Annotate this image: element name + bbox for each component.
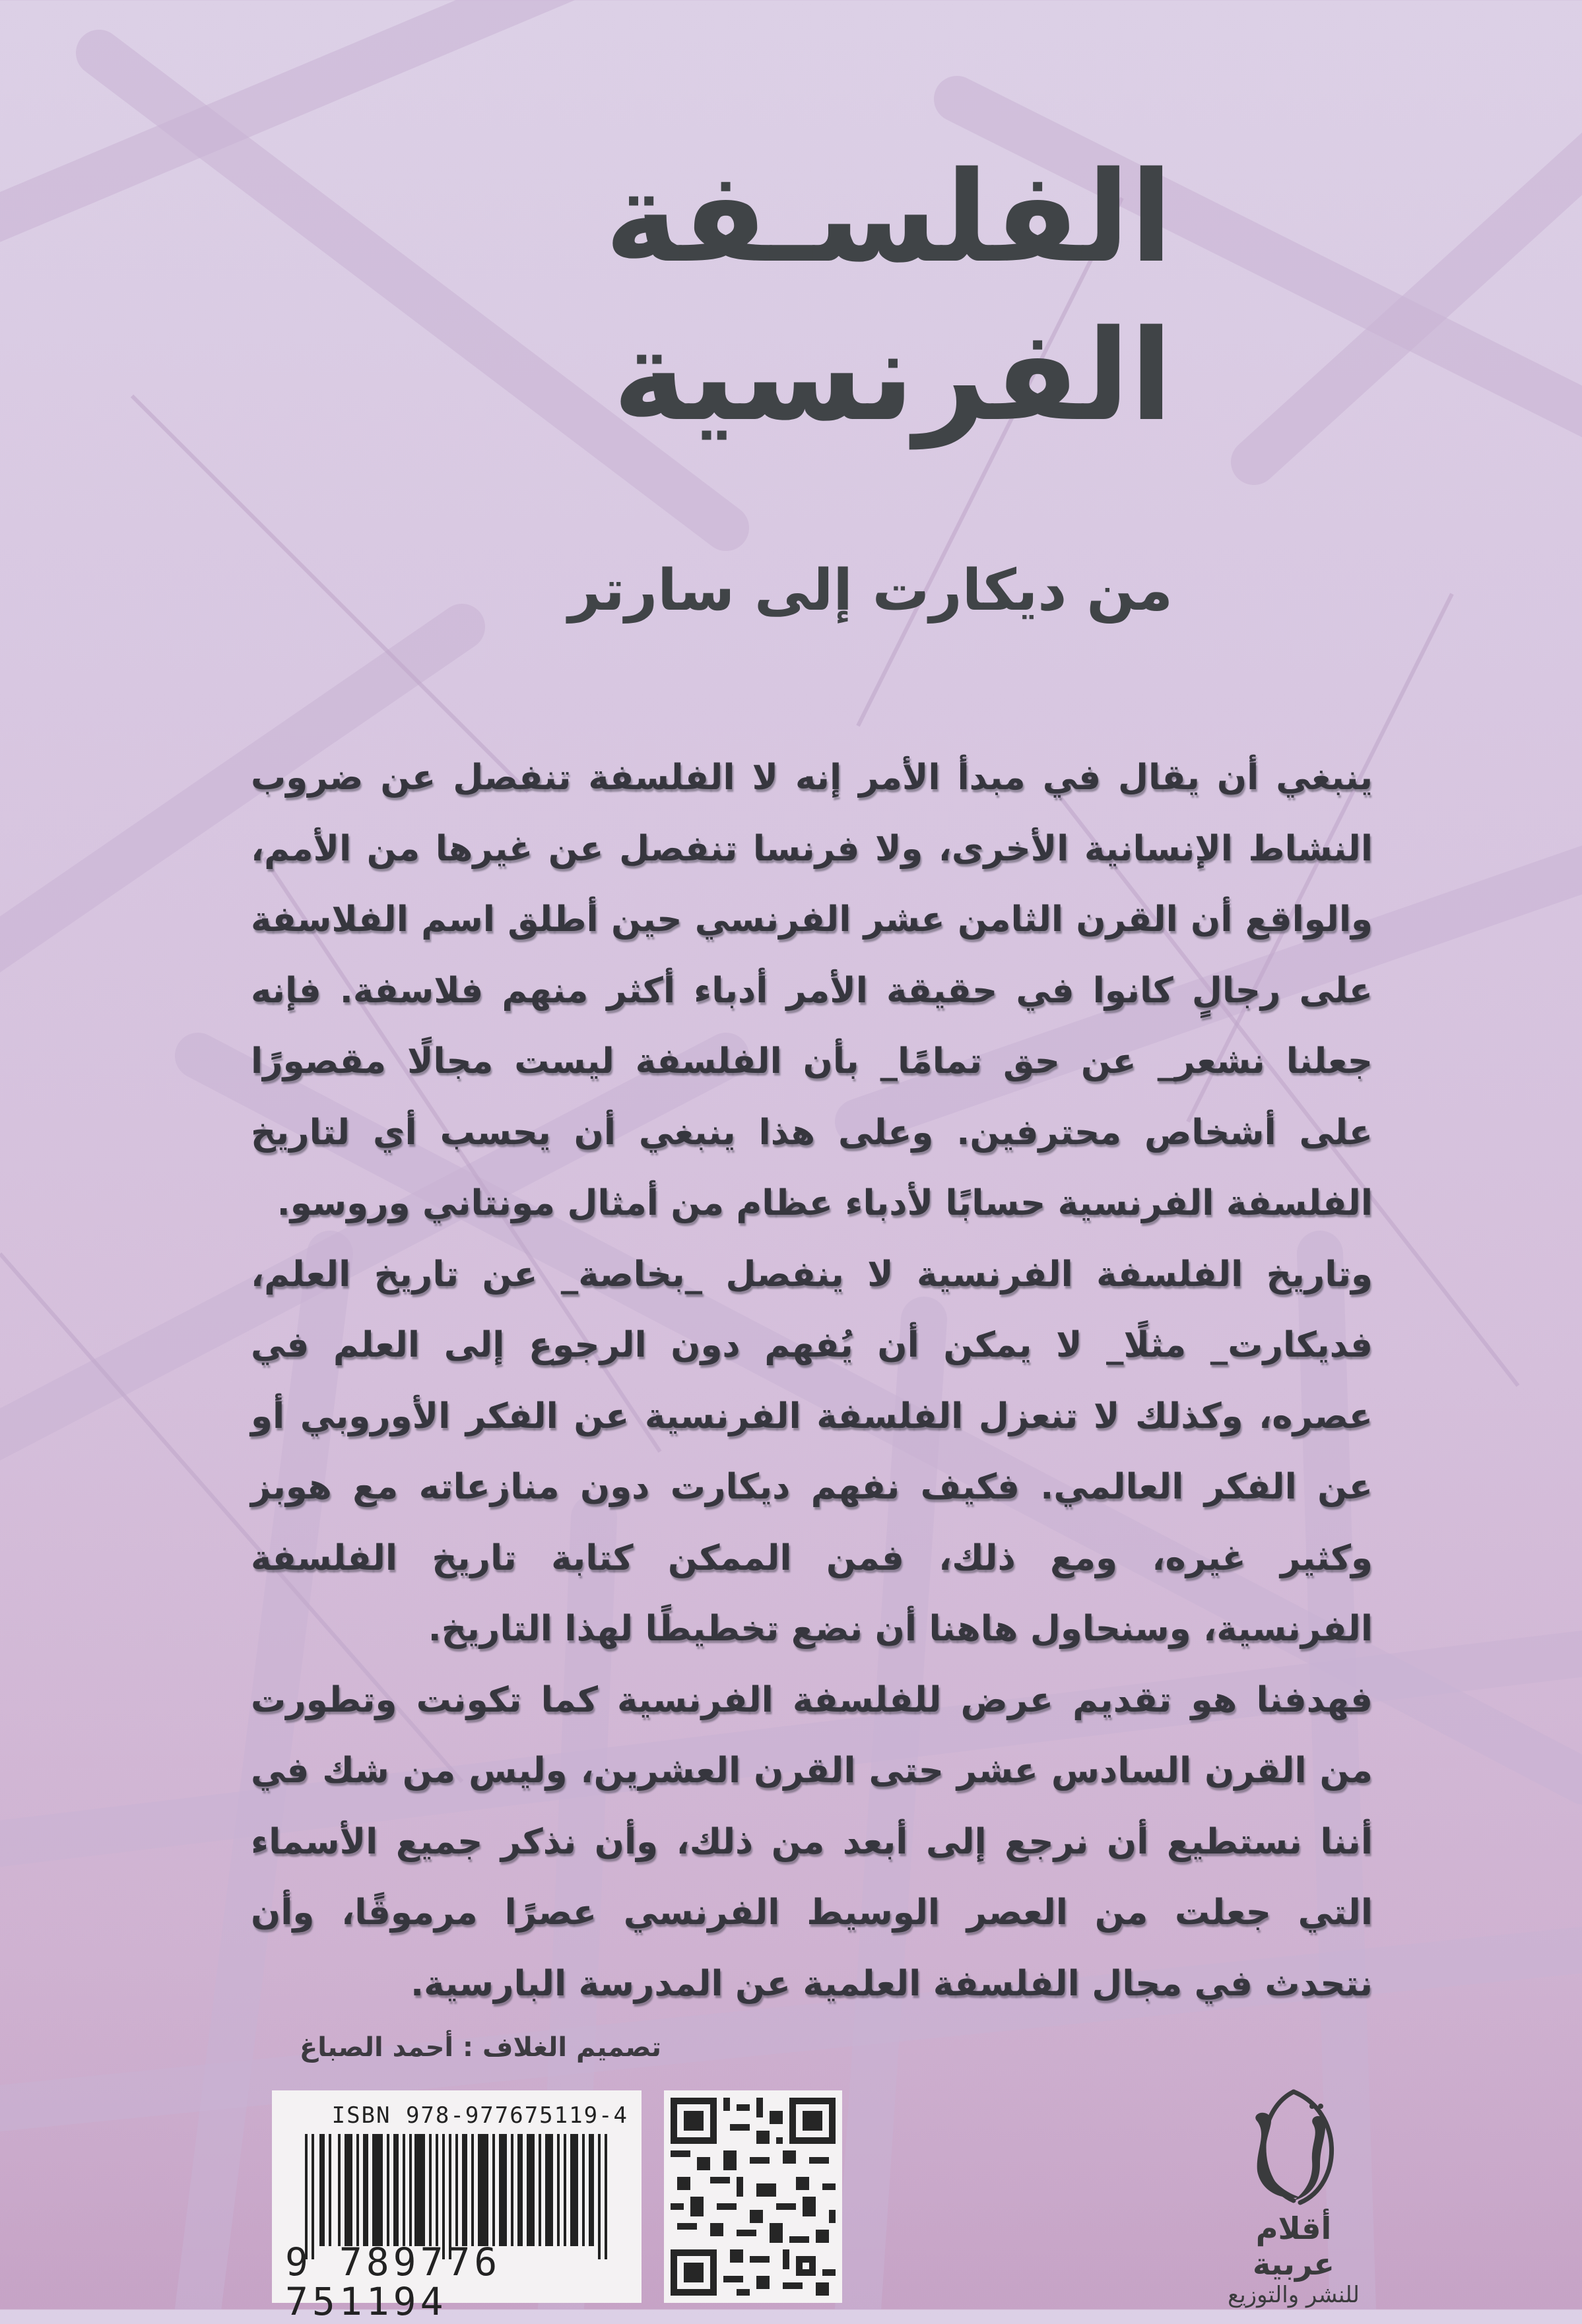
qr-code[interactable] xyxy=(664,2090,842,2303)
publisher-logo xyxy=(1214,2085,1373,2308)
ean-digits: 9 789776 751194 xyxy=(285,2240,502,2324)
cover-design-credit: تصميم الغلاف : أحمد الصباغ xyxy=(299,2032,661,2063)
publisher-tagline: للنشر والتوزيع xyxy=(1228,2282,1360,2308)
book-title-line-1: الفلسـفة xyxy=(604,145,1173,290)
blurb-paragraph: وتاريخ الفلسفة الفرنسية لا ينفصل _بخاصة_ عن تاريخ العلم، فديكارت_ مثلًا_ لا يمكن أن يُفهم دون الرجوع إلى العلم في عصره، وكذلك لا تنعزل الفلسفة الفرنسية عن الفكر الأوروبي أو عن الفكر العالمي. فكيف نفهم ديكارت دون منازعاته مع هوبز وكثير غيره، ومع ذلك، فمن الممكن كتابة تاريخ الفلسفة الفرنسية، وسنحاول هاهنا أن نضع تخطيطًا لهذا التاريخ. xyxy=(251,1254,1373,1649)
book-subtitle: من ديكارت إلى سارتر xyxy=(568,558,1173,624)
publisher-name: أقلام عربية xyxy=(1253,2211,1335,2282)
blurb-paragraph: ينبغي أن يقال في مبدأ الأمر إنه لا الفلسفة تنفصل عن ضروب النشاط الإنسانية الأخرى، ولا فرنسا تنفصل عن غيرها من الأمم، والواقع أن القرن الثامن عشر الفرنسي حين أطلق اسم الفلاسفة على رجالٍ كانوا في حقيقة الأمر أدباء أكثر منهم فلاسفة. فإنه جعلنا نشعر_ عن حق تمامًا_ بأن الفلسفة ليست مجالًا مقصورًا على أشخاص محترفين. وعلى هذا ينبغي أن يحسب أي لتاريخ الفلسفة الفرنسية حسابًا لأدباء عظام من أمثال مونتاني وروسو. xyxy=(251,758,1373,1223)
qr-code-icon xyxy=(671,2097,836,2296)
isbn-label: ISBN 978-977675119-4 xyxy=(331,2102,628,2129)
blurb-paragraph: فهدفنا هو تقديم عرض للفلسفة الفرنسية كما تكونت وتطورت من القرن السادس عشر حتى القرن العشرين، وليس من شك في أننا نستطيع أن نرجع إلى أبعد من ذلك، وأن نذكر جميع الأسماء التي جعلت من العصر الوسيط الفرنسي عصرًا مرموقًا، وأن نتحدث في مجال الفلسفة العلمية عن المدرسة البارسية. xyxy=(251,1679,1373,2004)
back-cover-blurb xyxy=(251,742,1373,2019)
book-title-line-2: الفرنسية xyxy=(612,303,1173,449)
isbn-barcode xyxy=(272,2090,642,2324)
peacock-logo-icon xyxy=(1228,2085,1360,2211)
